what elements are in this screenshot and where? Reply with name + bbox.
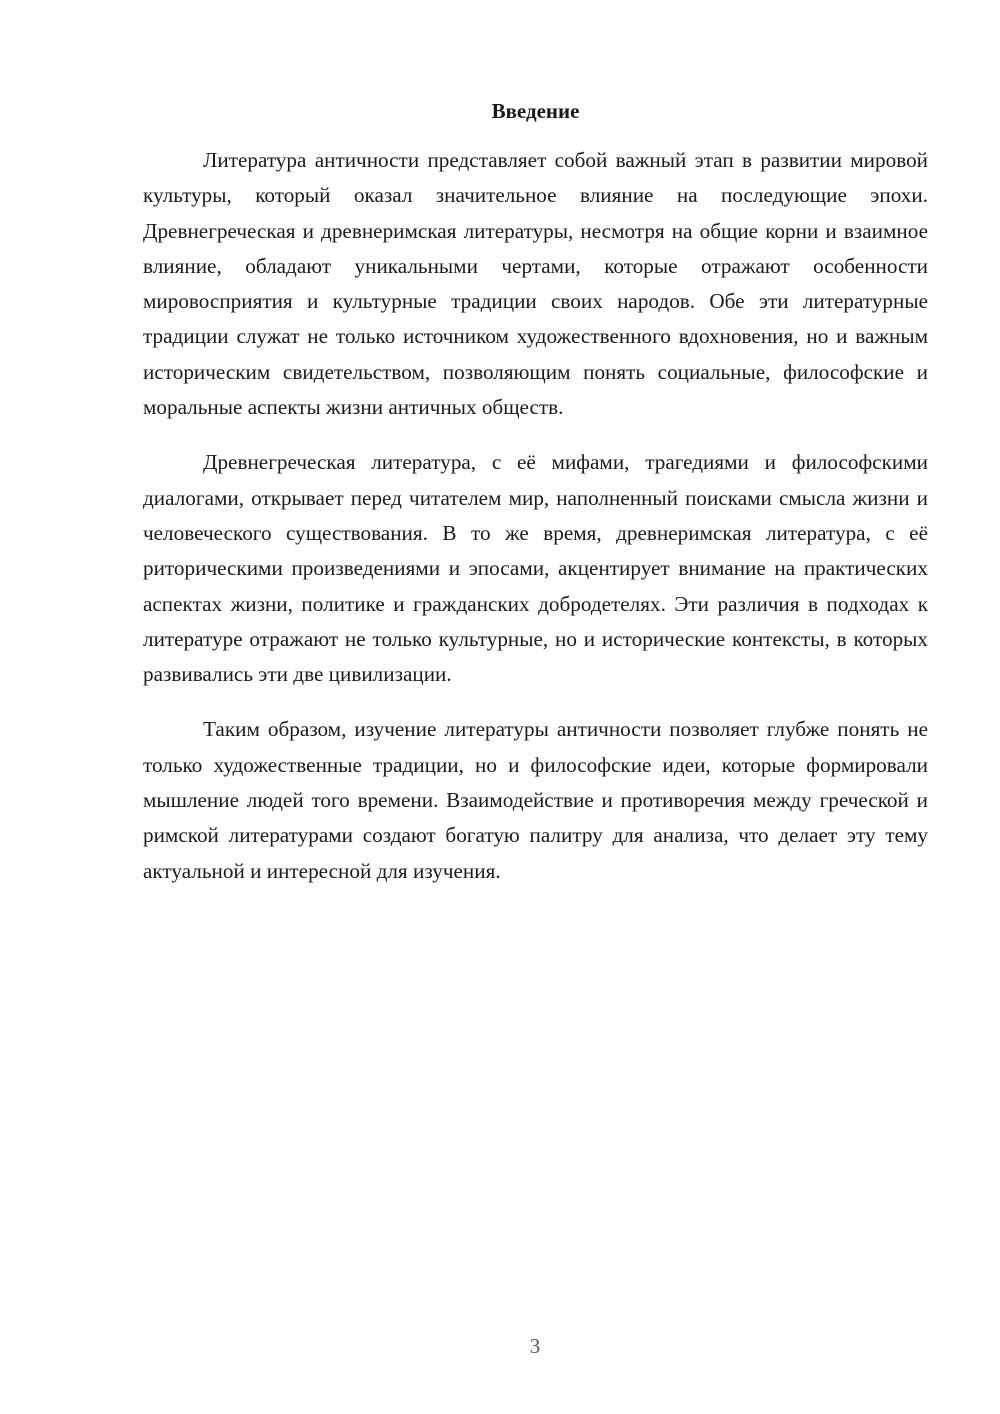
body-text: [143, 143, 928, 909]
paragraph-1: Литература античности представляет собой важный этап в развитии мировой культуры, который оказал значительное влияние на последующие эпохи. Древнегреческая и древнеримская литературы, несмотря на общие корни и взаимное влияние, обладают уникальными чертами, которые отражают особенности мировосприятия и культурные традиции своих народов. Обе эти литературные традиции служат не только источником художественного вдохновения, но и важным историческим свидетельством, позволяющим понять социальные, философские и моральные аспекты жизни античных обществ.: [143, 148, 928, 420]
paragraph-2: Древнегреческая литература, с её мифами, трагедиями и философскими диалогами, открывает перед читателем мир, наполненный поисками смысла жизни и человеческого существования. В то же время, древнеримская литература, с её риторическими произведениями и эпосами, акцентирует внимание на практических аспектах жизни, политике и гражданских добродетелях. Эти различия в подходах к литературе отражают не только культурные, но и исторические контексты, в которых развивались эти две цивилизации.: [143, 450, 928, 687]
section-heading: Введение: [491, 99, 580, 123]
page-number: 3: [529, 1334, 541, 1358]
paragraph-3: Таким образом, изучение литературы античности позволяет глубже понять не только художественные традиции, но и философские идеи, которые формировали мышление людей того времени. Взаимодействие и противоречия между греческой и римской литературами создают богатую палитру для анализа, что делает эту тему актуальной и интересной для изучения.: [143, 717, 928, 883]
